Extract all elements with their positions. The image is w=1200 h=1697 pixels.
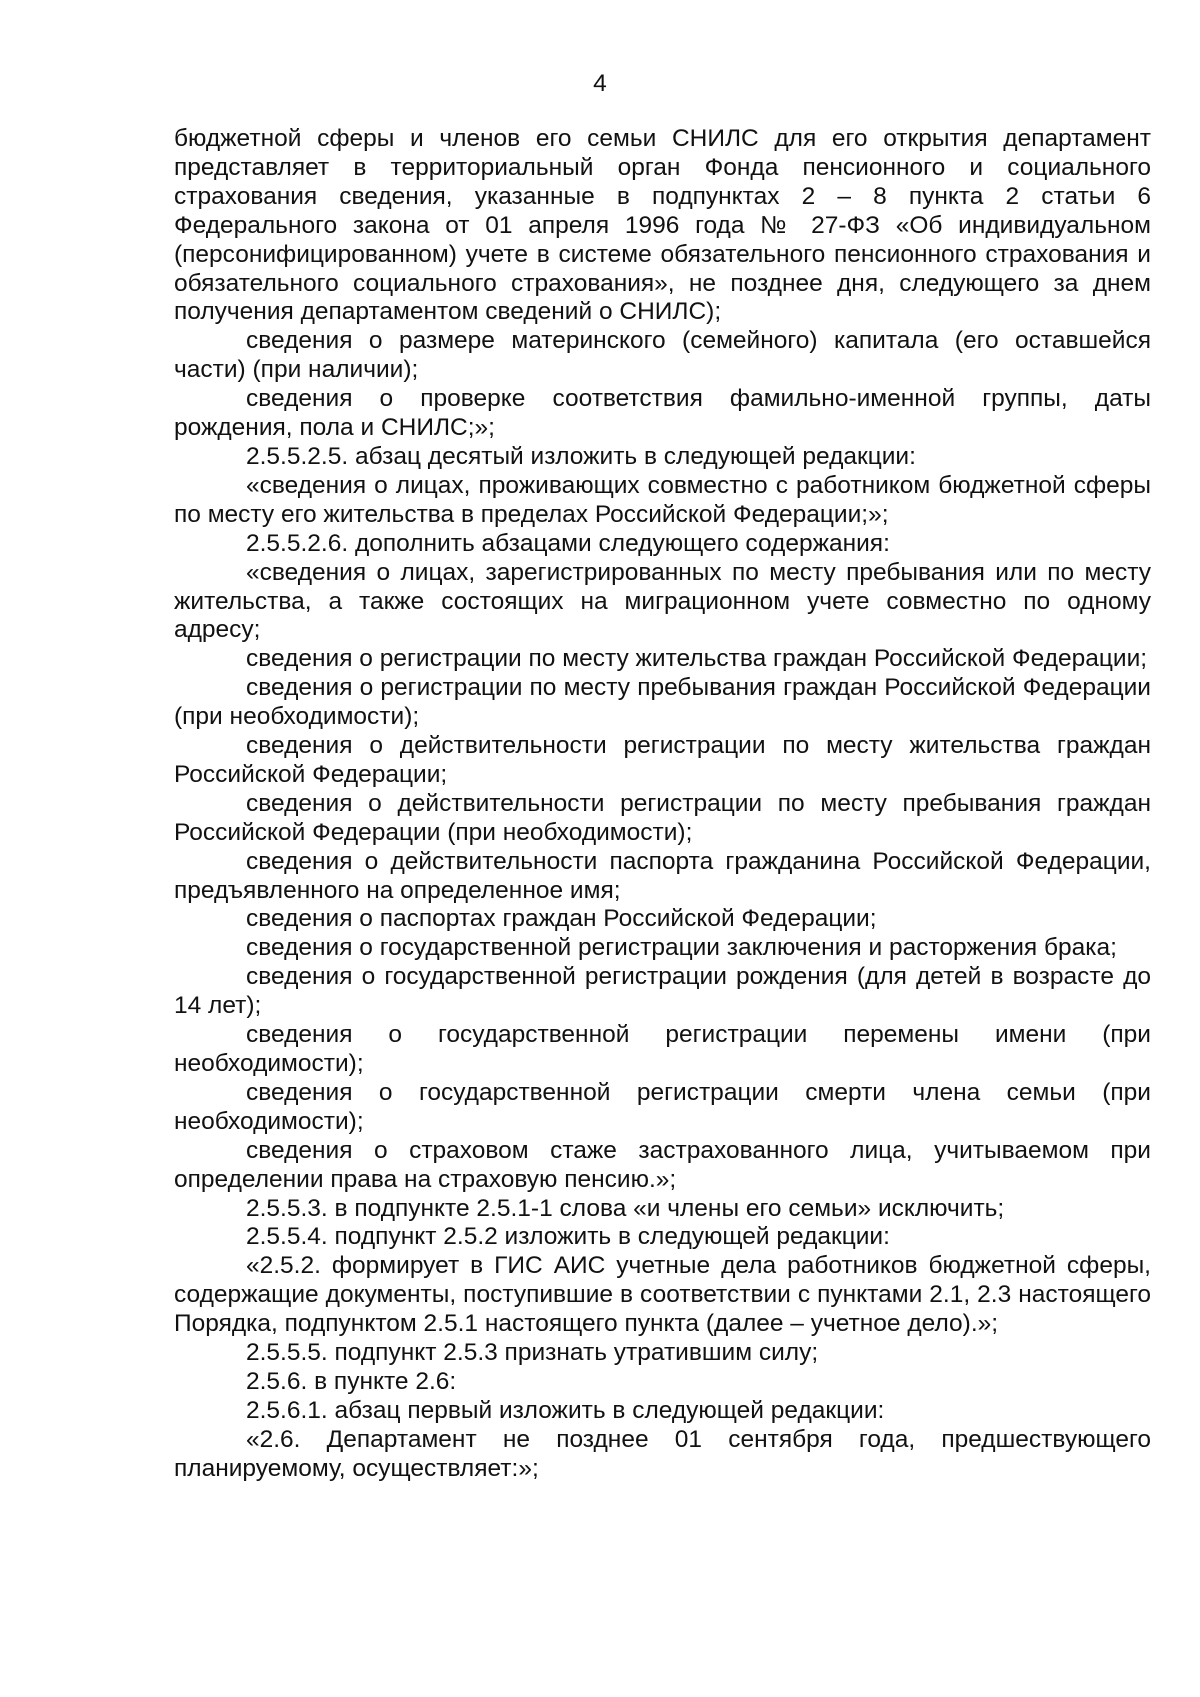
page-number: 4 [593,70,607,97]
paragraph: сведения о проверке соответствия фамильно-именной группы, даты рождения, пола и СНИЛС;»; [174,385,1151,442]
paragraph: сведения о государственной регистрации заключения и расторжения брака; [246,934,1117,962]
paragraph: бюджетной сферы и членов его семьи СНИЛС для его открытия департамент представляет в территориальный орган Фонда пенсионного и социального страхования сведения, указанные в подпунктах 2 – 8 пункта 2 статьи 6 Федерального закона от 01 апреля 1996 года № 27-ФЗ «Об индивидуальном (персонифицированном) учете в системе обязательного пенсионного страхования и обязательного социального страхования», не позднее дня, следующего за днем получения департаментом сведений о СНИЛС); [174,125,1151,326]
paragraph: 2.5.5.2.5. абзац десятый изложить в следующей редакции: [246,442,916,470]
paragraph: сведения о государственной регистрации смерти члена семьи (при необходимости); [174,1078,1151,1135]
paragraph: сведения о государственной регистрации рождения (для детей в возрасте до 14 лет); [174,963,1151,1020]
paragraph: сведения о действительности регистрации по месту пребывания граждан Российской Федерации (при необходимости); [174,789,1151,846]
paragraph: 2.5.5.4. подпункт 2.5.2 изложить в следующей редакции: [246,1223,890,1251]
paragraph: сведения о действительности паспорта гражданина Российской Федерации, предъявленного на определенное имя; [174,847,1151,904]
paragraph: сведения о государственной регистрации перемены имени (при необходимости); [174,1021,1151,1077]
paragraph: сведения о действительности регистрации по месту жительства граждан Российской Федерации; [174,732,1151,788]
paragraph: сведения о регистрации по месту жительства граждан Российской Федерации; [246,645,1148,673]
paragraph: сведения о страховом стаже застрахованного лица, учитываемом при определении права на страховую пенсию.»; [174,1136,1151,1193]
paragraph: сведения о паспортах граждан Российской Федерации; [246,905,877,933]
paragraph: «сведения о лицах, проживающих совместно с работником бюджетной сферы по месту его жительства в пределах Российской Федерации;»; [174,471,1151,528]
paragraph: 2.5.5.5. подпункт 2.5.3 признать утратившим силу; [246,1339,819,1367]
paragraph: «сведения о лицах, зарегистрированных по месту пребывания или по месту жительства, а также состоящих на миграционном учете совместно по одному адресу; [174,558,1151,644]
paragraph: «2.6. Департамент не позднее 01 сентября года, предшествующего планируемому, осуществляет:»; [174,1425,1151,1482]
paragraph: «2.5.2. формирует в ГИС АИС учетные дела работников бюджетной сферы, содержащие документы, поступившие в соответствии с пунктами 2.1, 2.3 настоящего Порядка, подпунктом 2.5.1 настоящего пункта (далее – учетное дело).»; [174,1252,1151,1338]
document-body [174,125,1151,1484]
paragraph: 2.5.6.1. абзац первый изложить в следующей редакции: [246,1396,885,1424]
paragraph: сведения о регистрации по месту пребывания граждан Российской Федерации (при необходимости); [174,674,1151,731]
paragraph: 2.5.6. в пункте 2.6: [246,1367,457,1395]
paragraph: 2.5.5.2.6. дополнить абзацами следующего содержания: [246,529,890,557]
paragraph: сведения о размере материнского (семейного) капитала (его оставшейся части) (при наличии); [174,327,1151,384]
paragraph: 2.5.5.3. в подпункте 2.5.1-1 слова «и члены его семьи» исключить; [246,1194,1005,1222]
